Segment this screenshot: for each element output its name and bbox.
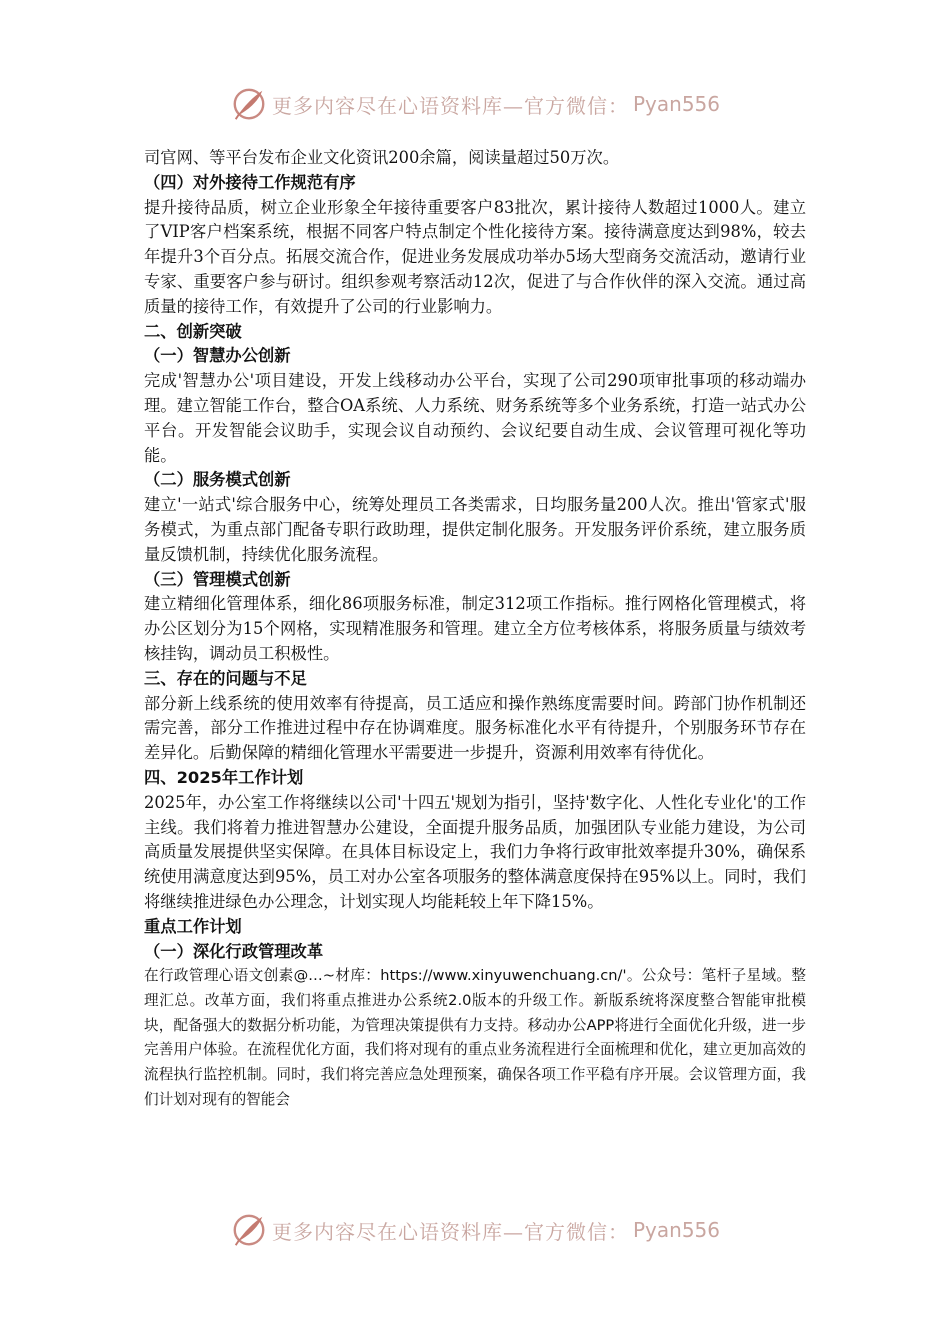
document-body [144,146,806,1113]
section-heading: 重点工作计划 [144,916,242,936]
section-heading: 四、2025年工作计划 [144,767,304,787]
banner-text: 更多内容尽在心语资料库—官方微信： [271,1219,629,1244]
banner-wechat-id: Pyan556 [632,1218,720,1242]
section-heading: 二、创新突破 [144,321,242,341]
paragraph: 2025年，办公室工作将继续以公司'十四五'规划为指引，坚持'数字化、人性化专业化'的工作主线。我们将着力推进智慧办公建设，全面提升服务品质，加强团队专业能力建设，为公司高质量发展提供坚实保障。在具体目标设定上，我们力争将行政审批效率提升30%，确保系统使用满意度达到95%，员工对办公室各项服务的整体满意度保持在95%以上。同时，我们将继续推进绿色办公理念，计划实现人均能耗较上年下降15%。 [144,792,806,911]
paragraph: 完成'智慧办公'项目建设，开发上线移动办公平台，实现了公司290项审批事项的移动端办理。建立智能工作台，整合OA系统、人力系统、财务系统等多个业务系统，打造一站式办公平台。开发智能会议助手，实现会议自动预约、会议纪要自动生成、会议管理可视化等功能。 [144,371,806,465]
section-heading: （一）智慧办公创新 [144,346,291,366]
paragraph: 建立'一站式'综合服务中心，统筹处理员工各类需求，日均服务量200人次。推出'管家式'服务模式，为重点部门配备专职行政助理，提供定制化服务。开发服务评价系统，建立服务质量反馈机制，持续优化服务流程。 [144,495,806,564]
banner-wechat-id: Pyan556 [632,92,720,116]
paragraph: 在行政管理心语文创素@…~材库：https://www.xinyuwenchuang.cn/'。公众号：笔杆子星域。整理汇总。改革方面，我们将重点推进办公系统2.0版本的升级工作。新版系统将深度整合智能审批模块，配备强大的数据分析功能，为管理决策提供有力支持。移动办公APP将进行全面优化升级，进一步完善用户体验。在流程优化方面，我们将对现有的重点业务流程进行全面梳理和优化，建立更加高效的流程执行监控机制。同时，我们将完善应急处理预案，确保各项工作平稳有序开展。会议管理方面，我们计划对现有的智能会 [144,967,806,1108]
section-heading: （二）服务模式创新 [144,470,291,490]
paragraph: 部分新上线系统的使用效率有待提高，员工适应和操作熟练度需要时间。跨部门协作机制还需完善，部分工作推进过程中存在协调难度。服务标准化水平有待提升，个别服务环节存在差异化。后勤保障的精细化管理水平需要进一步提升，资源利用效率有待优化。 [144,693,806,763]
section-heading: 三、存在的问题与不足 [144,668,307,688]
section-heading: （一）深化行政管理改革 [144,941,324,961]
section-heading: （四）对外接待工作规范有序 [144,172,356,192]
paragraph: 提升接待品质，树立企业形象全年接待重要客户83批次，累计接待人数超过1000人。建立了VIP客户档案系统，根据不同客户特点制定个性化接待方案。接待满意度达到98%，较去年提升3个百分点。拓展交流合作，促进业务发展成功举办5场大型商务交流活动，邀请行业专家、重要客户参与研讨。组织参观考察活动12次，促进了与合作伙伴的深入交流。通过高质量的接待工作，有效提升了公司的行业影响力。 [144,197,806,316]
section-heading: （三）管理模式创新 [144,569,291,589]
footer-banner [0,1210,950,1250]
banner-text: 更多内容尽在心语资料库—官方微信： [271,93,629,118]
header-banner [0,84,950,124]
paragraph: 建立精细化管理体系，细化86项服务标准，制定312项工作指标。推行网格化管理模式，将办公区划分为15个网格，实现精准服务和管理。建立全方位考核体系，将服务质量与绩效考核挂钩，调动员工积极性。 [144,594,806,663]
quill-logo-icon [230,1211,268,1249]
paragraph: 司官网、等平台发布企业文化资讯200余篇，阅读量超过50万次。 [144,148,620,167]
quill-logo-icon [230,85,268,123]
